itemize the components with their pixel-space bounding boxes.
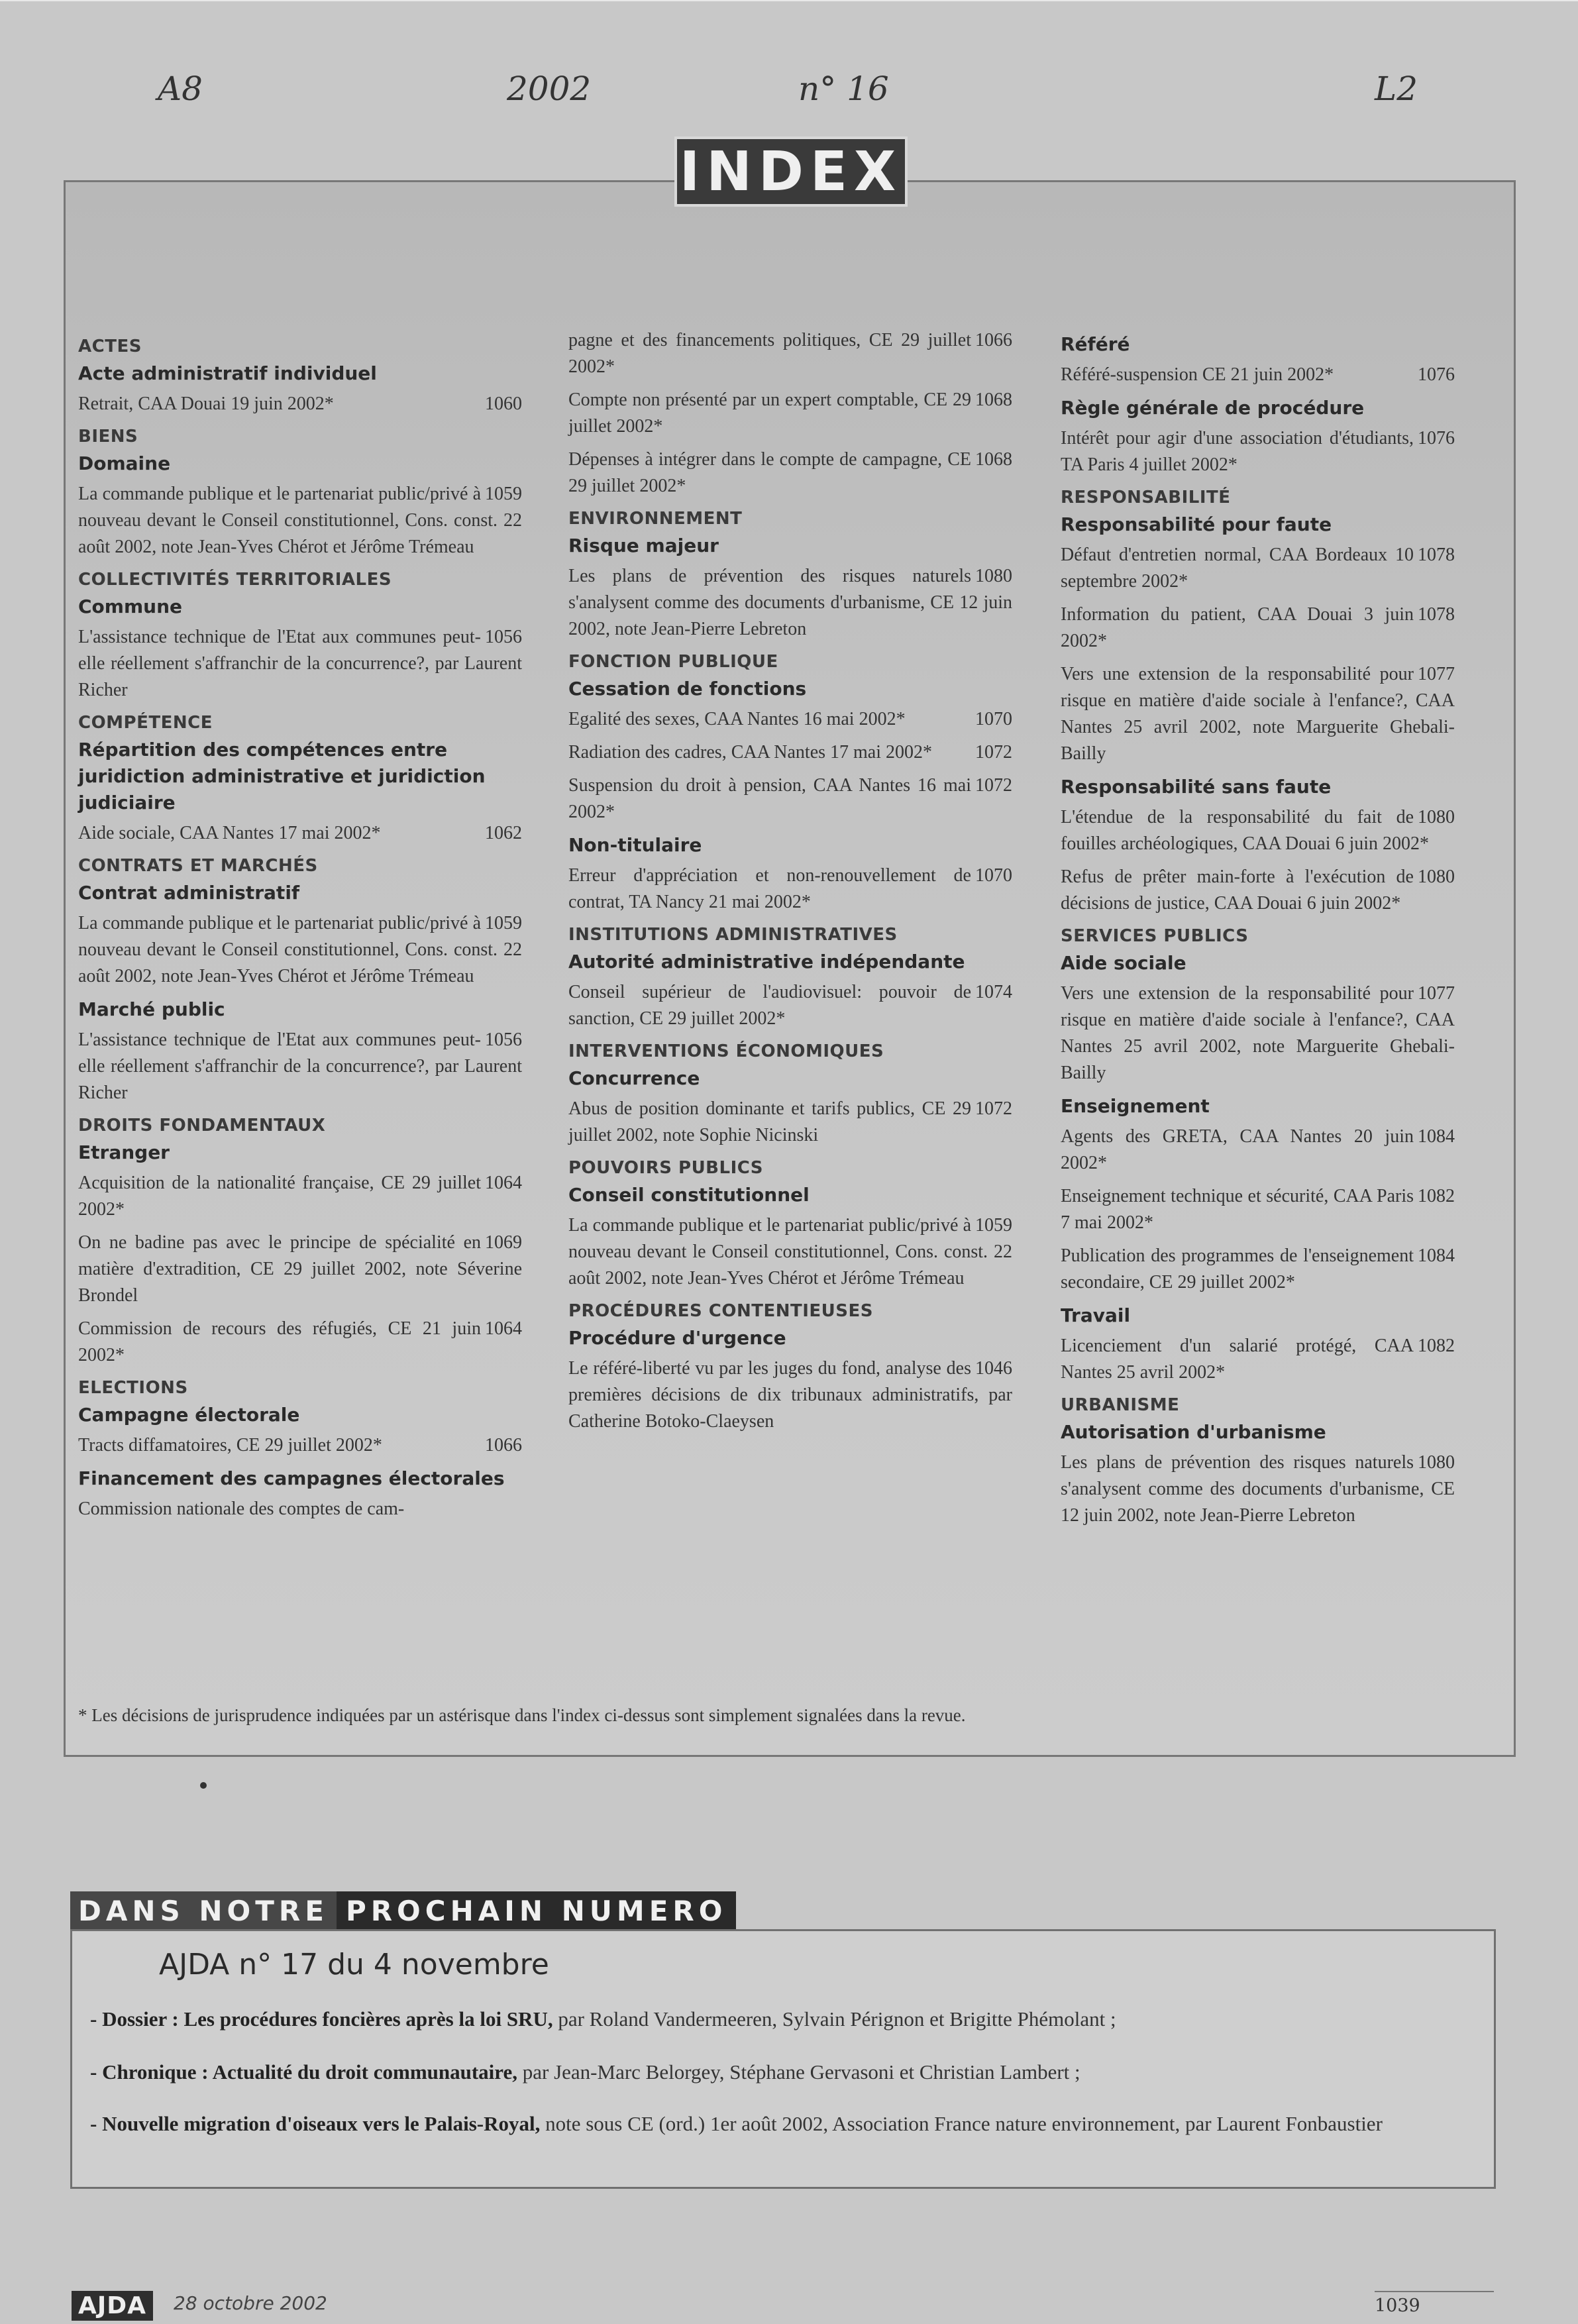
subsection-heading: Financement des campagnes électorales [78,1467,505,1489]
entry-page: 1059 [485,484,522,504]
next-issue-banner-part-1: DANS NOTRE [70,1891,337,1931]
subsection-heading: Concurrence [568,1067,700,1089]
entry-page: 1082 [1418,1336,1455,1356]
entry-text: Refus de prêter main-forte à l'exécution de décisions de justice, CAA Douai 6 juin 2002* [1061,867,1414,914]
entry-text: Egalité des sexes, CAA Nantes 16 mai 2002* [568,709,906,729]
section-heading: RESPONSABILITÉ [1061,488,1231,507]
index-entry [1061,362,1455,388]
entry-page: 1066 [485,1435,522,1455]
next-issue-banner [70,1891,736,1931]
section-heading: POUVOIRS PUBLICS [568,1158,764,1178]
entry-text: Information du patient, CAA Douai 3 juin 2002* [1061,604,1414,651]
index-entry [78,1316,522,1369]
section-heading: INSTITUTIONS ADMINISTRATIVES [568,925,898,945]
subsection-heading: Responsabilité sans faute [1061,776,1332,798]
entry-text: Dépenses à intégrer dans le compte de campagne, CE 29 juillet 2002* [568,449,971,496]
index-entry [78,1170,522,1223]
subsection-heading: Aide sociale [1061,952,1186,974]
entry-page: 1072 [975,742,1012,763]
index-entry [1061,1333,1455,1386]
subsection-heading: Domaine [78,452,171,474]
entry-page: 1077 [1418,983,1455,1004]
subsection-heading: Procédure d'urgence [568,1327,786,1349]
index-entry [1061,1243,1455,1296]
index-entry [568,739,1012,766]
entry-page: 1084 [1418,1126,1455,1147]
subsection-heading: Etranger [78,1141,170,1163]
footer-rule [1375,2291,1494,2292]
index-entry [568,863,1012,916]
index-entry [568,387,1012,440]
subsection-heading: Responsabilité pour faute [1061,513,1332,535]
entry-text: Commission nationale des comptes de cam- [78,1499,405,1519]
entry-page: 1064 [485,1173,522,1193]
index-entry [568,1096,1012,1149]
entry-text: Retrait, CAA Douai 19 juin 2002* [78,394,334,414]
section-heading: URBANISME [1061,1395,1180,1415]
entry-page: 1056 [485,627,522,647]
index-entry [1061,1183,1455,1236]
subsection-heading: Règle générale de procédure [1061,397,1365,419]
entry-text: La commande publique et le partenariat public/privé à nouveau devant le Conseil constitutionnel, Cons. const. 22 août 2002, note Jean-Yves Chérot et Jérôme Trémeau [78,484,522,557]
index-entry [1061,602,1455,655]
section-heading: ENVIRONNEMENT [568,509,743,529]
entry-page: 1080 [975,566,1012,586]
section-heading: COMPÉTENCE [78,713,213,733]
next-issue-item [90,2111,1428,2137]
next-issue-banner-part-2: PROCHAIN NUMERO [337,1891,737,1931]
entry-text: Licenciement d'un salarié protégé, CAA Nantes 25 avril 2002* [1061,1336,1414,1383]
top-edge [0,0,1578,1]
next-item-title: - Nouvelle migration d'oiseaux vers le Palais-Royal, [90,2112,541,2135]
dot-mark [200,1782,207,1789]
entry-page: 1076 [1418,428,1455,449]
index-entry [1061,804,1455,857]
entry-text: Les plans de prévention des risques naturels s'analysent comme des documents d'urbanisme, CE 12 juin 2002, note Jean-Pierre Lebreton [1061,1452,1455,1526]
index-entry [78,624,522,704]
entry-text: La commande publique et le partenariat public/privé à nouveau devant le Conseil constitutionnel, Cons. const. 22 août 2002, note Jean-Yves Chérot et Jérôme Trémeau [568,1215,1012,1289]
subsection-heading: Autorité administrative indépendante [568,951,965,973]
entry-page: 1059 [975,1215,1012,1236]
entry-text: Vers une extension de la responsabilité pour risque en matière d'aide sociale à l'enfance?, CAA Nantes 25 avril 2002, note Marguerite Ghebali-Bailly [1061,664,1455,764]
index-entry [78,1496,522,1522]
entry-text: Radiation des cadres, CAA Nantes 17 mai 2002* [568,742,933,763]
entry-text: Publication des programmes de l'enseignement secondaire, CE 29 juillet 2002* [1061,1245,1414,1293]
index-entry [78,391,522,417]
section-heading: ELECTIONS [78,1378,188,1398]
entry-page: 1082 [1418,1186,1455,1206]
entry-page: 1084 [1418,1245,1455,1266]
entry-page: 1072 [975,775,1012,796]
index-title: INDEX [674,136,908,207]
page-number: 1039 [1375,2296,1420,2316]
entry-text: Référé-suspension CE 21 juin 2002* [1061,364,1334,385]
subsection-heading: Travail [1061,1304,1131,1326]
entry-text: Abus de position dominante et tarifs publics, CE 29 juillet 2002, note Sophie Nicinski [568,1098,971,1145]
index-entry [78,910,522,990]
entry-page: 1077 [1418,664,1455,684]
section-heading: DROITS FONDAMENTAUX [78,1116,326,1136]
handwritten-code: L2 [1375,70,1418,108]
section-heading: ACTES [78,337,142,356]
index-entry [78,1230,522,1309]
entry-text: Intérêt pour agir d'une association d'étudiants, TA Paris 4 juillet 2002* [1061,428,1414,475]
entry-page: 1068 [975,390,1012,410]
subsection-heading: Référé [1061,333,1130,355]
entry-text: Vers une extension de la responsabilité pour risque en matière d'aide sociale à l'enfance?, CAA Nantes 25 avril 2002, note Marguerite Ghebali-Bailly [1061,983,1455,1083]
entry-text: L'étendue de la responsabilité du fait de fouilles archéologiques, CAA Douai 6 juin 2002* [1061,807,1430,854]
section-heading: PROCÉDURES CONTENTIEUSES [568,1301,873,1321]
index-entry [1061,1450,1455,1529]
entry-page: 1070 [975,865,1012,886]
entry-text: Défaut d'entretien normal, CAA Bordeaux 10 septembre 2002* [1061,545,1414,592]
section-heading: CONTRATS ET MARCHÉS [78,856,318,876]
ajda-logo: AJDA [72,2291,153,2321]
index-column-2 [568,327,1012,1442]
entry-page: 1076 [1418,364,1455,385]
entry-text: Le référé-liberté vu par les juges du fond, analyse des premières décisions de dix tribunaux administratifs, par Catherine Botoko-Claeysen [568,1358,1012,1432]
index-entry [1061,864,1455,917]
entry-page: 1064 [485,1318,522,1339]
index-entry [568,772,1012,825]
entry-page: 1078 [1418,604,1455,625]
index-entry [568,447,1012,500]
index-entry [78,1027,522,1106]
entry-text: La commande publique et le partenariat public/privé à nouveau devant le Conseil constitutionnel, Cons. const. 22 août 2002, note Jean-Yves Chérot et Jérôme Trémeau [78,913,522,986]
entry-page: 1078 [1418,545,1455,565]
subsection-heading: Campagne électorale [78,1404,300,1426]
index-entry [568,563,1012,643]
index-entry [568,1355,1012,1435]
index-entry [1061,980,1455,1086]
entry-text: Erreur d'appréciation et non-renouvellement de contrat, TA Nancy 21 mai 2002* [568,865,971,912]
subsection-heading: Acte administratif individuel [78,362,377,384]
entry-text: Commission de recours des réfugiés, CE 21 juin 2002* [78,1318,481,1365]
entry-text: Agents des GRETA, CAA Nantes 20 juin 2002* [1061,1126,1414,1173]
section-heading: FONCTION PUBLIQUE [568,652,778,672]
index-entry [568,706,1012,733]
entry-page: 1056 [485,1030,522,1050]
subsection-heading: Contrat administratif [78,882,300,904]
index-column-1 [78,327,522,1529]
entry-page: 1059 [485,913,522,933]
entry-page: 1080 [1418,867,1455,887]
entry-text: L'assistance technique de l'Etat aux communes peut-elle réellement s'affranchir de la concurrence?, par Laurent Richer [78,627,522,700]
entry-page: 1069 [485,1232,522,1253]
index-entry [568,327,1012,380]
index-column-3 [1061,327,1455,1536]
section-heading: INTERVENTIONS ÉCONOMIQUES [568,1041,884,1061]
entry-text: On ne badine pas avec le principe de spécialité en matière d'extradition, CE 29 juillet 2002, note Séverine Brondel [78,1232,522,1306]
section-heading: BIENS [78,427,138,447]
index-entry [1061,425,1455,478]
entry-page: 1072 [975,1098,1012,1119]
entry-page: 1060 [485,394,522,414]
footer-date: 28 octobre 2002 [174,2292,327,2314]
subsection-heading: Enseignement [1061,1095,1210,1117]
entry-text: Compte non présenté par un expert comptable, CE 29 juillet 2002* [568,390,971,437]
entry-page: 1046 [975,1358,1012,1379]
next-issue-item [90,2059,1428,2086]
entry-text: L'assistance technique de l'Etat aux communes peut-elle réellement s'affranchir de la concurrence?, par Laurent Richer [78,1030,522,1103]
index-entry [568,1212,1012,1292]
index-entry [568,979,1012,1032]
subsection-heading: Marché public [78,998,225,1020]
entry-text: Acquisition de la nationalité française, CE 29 juillet 2002* [78,1173,481,1220]
entry-page: 1070 [975,709,1012,729]
entry-text: Conseil supérieur de l'audiovisuel: pouvoir de sanction, CE 29 juillet 2002* [568,982,971,1029]
entry-page: 1066 [975,330,1012,350]
entry-text: Les plans de prévention des risques naturels s'analysent comme des documents d'urbanisme, CE 12 juin 2002, note Jean-Pierre Lebreton [568,566,1012,639]
subsection-heading: Conseil constitutionnel [568,1184,810,1206]
subsection-heading: Cessation de fonctions [568,678,807,700]
entry-text: Tracts diffamatoires, CE 29 juillet 2002* [78,1435,382,1455]
index-entry [1061,661,1455,767]
subsection-heading: Autorisation d'urbanisme [1061,1421,1326,1443]
index-entry [78,1432,522,1459]
next-item-text: par Jean-Marc Belorgey, Stéphane Gervasoni et Christian Lambert ; [517,2060,1080,2084]
entry-text: Suspension du droit à pension, CAA Nantes 16 mai 2002* [568,775,971,822]
handwritten-note: A8 [158,70,203,108]
index-entry [1061,542,1455,595]
entry-text: Enseignement technique et sécurité, CAA Paris 7 mai 2002* [1061,1186,1414,1233]
handwritten-issue: n° 16 [798,70,889,108]
footnote: * Les décisions de jurisprudence indiquées par un astérisque dans l'index ci-dessus sont simplement signalées dans la revue. [78,1705,966,1725]
next-item-text: note sous CE (ord.) 1er août 2002, Association France nature environnement, par Laurent Fonbaustier [540,2112,1383,2135]
subsection-heading: Non-titulaire [568,834,702,856]
entry-text: pagne et des financements politiques, CE 29 juillet 2002* [568,330,971,377]
index-entry [78,820,522,847]
entry-text: Aide sociale, CAA Nantes 17 mai 2002* [78,823,381,843]
entry-page: 1080 [1418,1452,1455,1473]
section-heading: COLLECTIVITÉS TERRITORIALES [78,570,392,590]
subsection-heading: Risque majeur [568,535,719,556]
entry-page: 1080 [1418,807,1455,827]
entry-page: 1062 [485,823,522,843]
section-heading: SERVICES PUBLICS [1061,926,1249,946]
subsection-heading: Commune [78,596,182,617]
entry-page: 1068 [975,449,1012,470]
index-entry [1061,1124,1455,1177]
next-item-text: par Roland Vandermeeren, Sylvain Pérignon et Brigitte Phémolant ; [552,2007,1116,2031]
entry-page: 1074 [975,982,1012,1002]
next-issue-item [90,2006,1428,2033]
index-entry [78,481,522,560]
next-item-title: - Chronique : Actualité du droit communautaire, [90,2060,518,2084]
subsection-heading: Répartition des compétences entre juridiction administrative et juridiction judiciaire [78,739,486,814]
next-issue-title: AJDA n° 17 du 4 novembre [159,1948,549,1981]
next-item-title: - Dossier : Les procédures foncières après la loi SRU, [90,2007,553,2031]
handwritten-year: 2002 [507,70,592,108]
